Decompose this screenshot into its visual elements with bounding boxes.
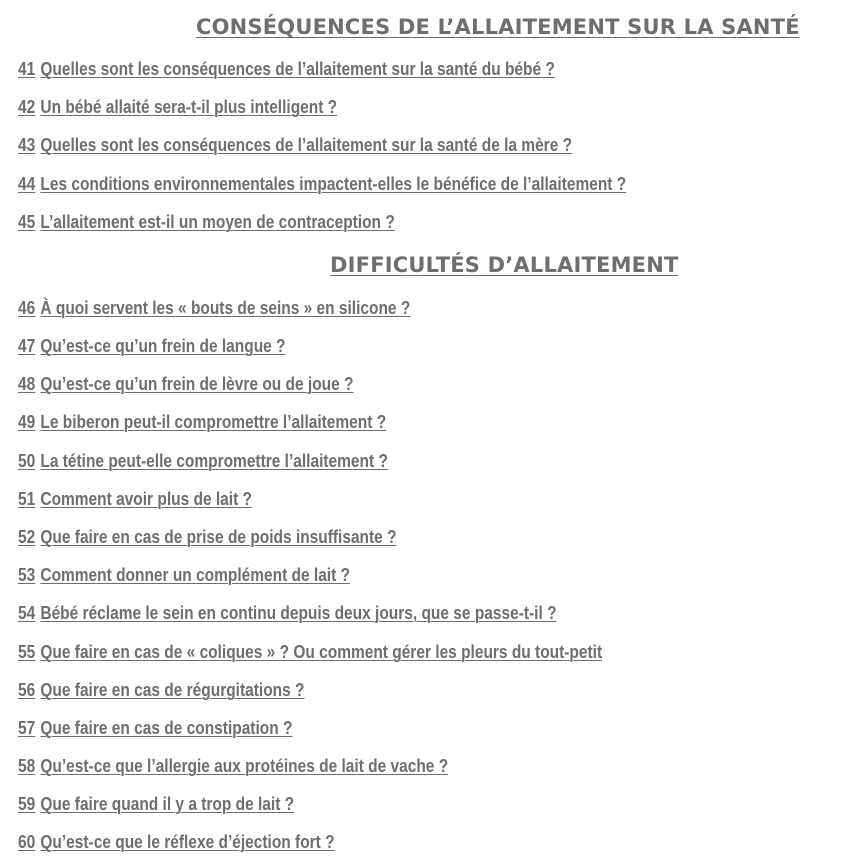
toc-link-44[interactable] — [18, 174, 626, 194]
toc-link-48[interactable] — [18, 374, 353, 394]
toc-item-title: Que faire en cas de régurgitations ? — [40, 680, 305, 700]
toc-item — [18, 564, 350, 586]
toc-link-42[interactable] — [18, 97, 337, 117]
toc-item — [18, 297, 410, 319]
toc-item-number: 46 — [18, 298, 36, 318]
toc-item-title: Bébé réclame le sein en continu depuis deux jours, que se passe-t-il ? — [40, 603, 557, 623]
toc-item-number: 41 — [18, 59, 36, 79]
toc-item — [18, 134, 572, 156]
toc-link-52[interactable] — [18, 527, 397, 547]
toc-item-number: 50 — [18, 451, 36, 471]
toc-item — [18, 717, 292, 739]
toc-item — [18, 411, 386, 433]
toc-link-45[interactable] — [18, 212, 395, 232]
toc-link-50[interactable] — [18, 451, 388, 471]
toc-item-title: Les conditions environnementales impactent-elles le bénéfice de l’allaitement ? — [40, 174, 627, 194]
toc-item-title: Que faire en cas de « coliques » ? Ou comment gérer les pleurs du tout-petit — [40, 642, 603, 662]
toc-item-number: 57 — [18, 718, 36, 738]
toc-item-title: Que faire en cas de prise de poids insuffisante ? — [40, 527, 397, 547]
toc-item-number: 48 — [18, 374, 36, 394]
toc-item-title: Un bébé allaité sera-t-il plus intelligent ? — [40, 97, 338, 117]
toc-item-number: 51 — [18, 489, 36, 509]
toc-item-number: 42 — [18, 97, 36, 117]
toc-item — [18, 793, 294, 815]
toc-item — [18, 335, 286, 357]
toc-item — [18, 488, 252, 510]
toc-item-number: 44 — [18, 174, 36, 194]
toc-item-title: Qu’est-ce que l’allergie aux protéines de lait de vache ? — [40, 756, 449, 776]
toc-item-number: 53 — [18, 565, 36, 585]
toc-item-number: 52 — [18, 527, 36, 547]
toc-item-title: À quoi servent les « bouts de seins » en silicone ? — [40, 298, 411, 318]
toc-item — [18, 755, 448, 777]
toc-item — [18, 679, 304, 701]
toc-item-number: 56 — [18, 680, 36, 700]
toc-item-number: 47 — [18, 336, 36, 356]
toc-link-54[interactable] — [18, 603, 557, 623]
toc-item-title: Que faire quand il y a trop de lait ? — [40, 794, 295, 814]
toc-item-number: 54 — [18, 603, 36, 623]
section-title-health-consequences: CONSÉQUENCES DE L’ALLAITEMENT SUR LA SANTÉ — [196, 15, 800, 39]
toc-link-58[interactable] — [18, 756, 448, 776]
toc-item-title: Qu’est-ce que le réflexe d’éjection fort ? — [40, 832, 335, 852]
toc-item-title: L’allaitement est-il un moyen de contraception ? — [40, 212, 395, 232]
toc-link-51[interactable] — [18, 489, 252, 509]
toc-item — [18, 450, 388, 472]
toc-item-number: 43 — [18, 135, 36, 155]
toc-item-number: 59 — [18, 794, 36, 814]
toc-item-number: 55 — [18, 642, 36, 662]
toc-item-number: 45 — [18, 212, 36, 232]
toc-item — [18, 373, 353, 395]
toc-item-number: 60 — [18, 832, 36, 852]
toc-link-57[interactable] — [18, 718, 292, 738]
toc-item-title: La tétine peut-elle compromettre l’allaitement ? — [40, 451, 388, 471]
toc-item-title: Qu’est-ce qu’un frein de langue ? — [40, 336, 286, 356]
section-title-breastfeeding-difficulties: DIFFICULTÉS D’ALLAITEMENT — [330, 253, 679, 277]
toc-link-46[interactable] — [18, 298, 410, 318]
toc-item-title: Qu’est-ce qu’un frein de lèvre ou de joue ? — [40, 374, 354, 394]
toc-link-47[interactable] — [18, 336, 286, 356]
toc-item — [18, 96, 337, 118]
toc-link-43[interactable] — [18, 135, 572, 155]
toc-item-number: 58 — [18, 756, 36, 776]
toc-item-title: Quelles sont les conséquences de l’allaitement sur la santé du bébé ? — [40, 59, 555, 79]
toc-item-title: Comment donner un complément de lait ? — [40, 565, 351, 585]
toc-item-title: Comment avoir plus de lait ? — [40, 489, 252, 509]
toc-link-53[interactable] — [18, 565, 350, 585]
toc-item-number: 49 — [18, 412, 36, 432]
toc-item-title: Le biberon peut-il compromettre l’allaitement ? — [40, 412, 387, 432]
toc-link-55[interactable] — [18, 642, 602, 662]
toc-link-56[interactable] — [18, 680, 304, 700]
toc-link-41[interactable] — [18, 59, 555, 79]
toc-item — [18, 526, 397, 548]
toc-item — [18, 602, 557, 624]
toc-link-60[interactable] — [18, 832, 335, 852]
toc-item — [18, 211, 395, 233]
toc-item — [18, 173, 626, 195]
toc-item-title: Quelles sont les conséquences de l’allaitement sur la santé de la mère ? — [40, 135, 573, 155]
toc-item — [18, 831, 335, 853]
toc-item — [18, 641, 602, 663]
toc-link-59[interactable] — [18, 794, 294, 814]
toc-item — [18, 58, 555, 80]
toc-item-title: Que faire en cas de constipation ? — [40, 718, 293, 738]
toc-link-49[interactable] — [18, 412, 386, 432]
